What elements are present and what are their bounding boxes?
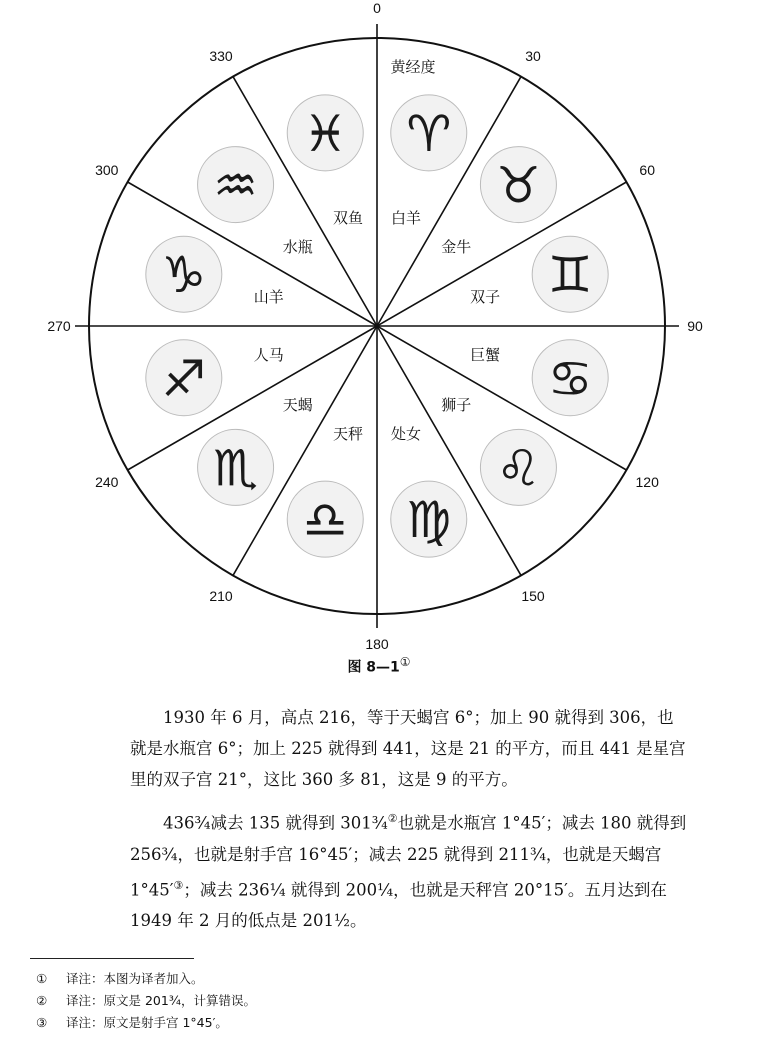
paragraph-1: 1930 年 6 月，高点 216，等于天蝎宫 6°；加上 90 就得到 306，也就是水瓶宫 6°；加上 225 就得到 441，这是 21 的平方，而且 441 是星宫里的双子宫 21°，这比 360 多 81，这是 9 的平方。 xyxy=(130,708,686,789)
figure-caption-label: 图 8—1 xyxy=(347,659,400,676)
footnote-text: 译注：本图为译者加入。 xyxy=(66,971,204,986)
footnote-marker: ② xyxy=(36,993,48,1008)
virgin-icon xyxy=(391,481,467,557)
sign-label: 山羊 xyxy=(253,288,284,307)
sign-label: 天蝎 xyxy=(282,396,313,415)
svg-text:♊: ♊ xyxy=(547,246,593,305)
crab-icon xyxy=(532,340,608,416)
paragraph-2-part-b: 也就是水瓶宫 1°45′；减去 180 就得到 256¾，也就是射手宫 16°45′；减去 225 就得到 211¾，也就是天蝎宫 1°45′ xyxy=(130,813,687,899)
svg-text:♌: ♌ xyxy=(496,439,541,498)
svg-text:♏: ♏ xyxy=(213,439,258,498)
figure-caption xyxy=(0,655,758,677)
sign-label: 双子 xyxy=(470,288,501,307)
footnote-2 xyxy=(36,990,256,1012)
sign-label: 人马 xyxy=(253,345,284,364)
sign-label: 狮子 xyxy=(441,396,472,415)
sign-label: 处女 xyxy=(390,425,421,444)
footnote-ref-3: ③ xyxy=(173,878,184,892)
degree-label: 60 xyxy=(639,162,655,178)
water-bearer-icon xyxy=(198,147,274,223)
degree-label: 210 xyxy=(209,588,233,605)
scorpion-icon xyxy=(198,429,274,505)
sign-label: 白羊 xyxy=(390,208,421,227)
svg-text:♑: ♑ xyxy=(161,246,207,305)
sign-label: 水瓶 xyxy=(282,237,313,256)
degree-label: 150 xyxy=(521,588,545,605)
footnote-text: 译注：原文是 201¾，计算错误。 xyxy=(66,993,256,1008)
paragraph-2-part-a: 436¾减去 135 就得到 301¾ xyxy=(163,813,388,833)
body-text xyxy=(130,702,690,944)
paragraph-2 xyxy=(130,803,690,936)
svg-text:♍: ♍ xyxy=(406,491,452,550)
archer-icon xyxy=(146,340,222,416)
twins-icon xyxy=(532,236,608,312)
sign-label: 天秤 xyxy=(333,425,364,444)
footnote-text: 译注：原文是射手宫 1°45′。 xyxy=(66,1015,228,1030)
degree-label: 120 xyxy=(635,474,659,490)
sign-label: 巨蟹 xyxy=(470,345,501,364)
footnote-ref-2: ② xyxy=(387,812,398,825)
footnote-divider xyxy=(30,958,194,959)
degree-label: 240 xyxy=(95,474,119,490)
footnote-3 xyxy=(36,1012,256,1034)
scales-icon xyxy=(287,481,363,557)
svg-text:♐: ♐ xyxy=(161,349,207,408)
goat-icon xyxy=(146,236,222,312)
sign-label: 双鱼 xyxy=(333,208,364,227)
longitude-header: 黄经度 xyxy=(390,58,436,76)
footnotes xyxy=(36,968,256,1034)
bull-icon xyxy=(480,147,556,223)
svg-text:♉: ♉ xyxy=(496,156,541,215)
svg-text:♎: ♎ xyxy=(302,491,348,550)
lion-icon xyxy=(480,429,556,505)
fish-icon xyxy=(287,95,363,171)
figure-footnote-ref: ① xyxy=(399,655,411,669)
footnote-1 xyxy=(36,968,256,990)
degree-label: 180 xyxy=(365,636,389,650)
degree-label: 330 xyxy=(209,47,233,64)
degree-label: 30 xyxy=(525,47,541,64)
svg-text:♓: ♓ xyxy=(302,104,348,163)
wheel-spokes xyxy=(75,24,679,628)
ram-icon xyxy=(391,95,467,171)
degree-label: 0 xyxy=(373,0,381,16)
sign-label: 金牛 xyxy=(441,237,472,256)
degree-label: 90 xyxy=(687,318,703,334)
svg-text:♈: ♈ xyxy=(406,104,452,163)
paragraph-2-part-c: ；减去 236¼ 就得到 200¼，也就是天秤宫 20°15′。五月达到在 1949 年 2 月的低点是 201½。 xyxy=(130,880,667,930)
degree-label: 270 xyxy=(47,318,71,334)
svg-text:♋: ♋ xyxy=(547,349,593,408)
footnote-marker: ① xyxy=(36,971,48,986)
footnote-marker: ③ xyxy=(36,1015,48,1030)
svg-text:♒: ♒ xyxy=(213,156,258,215)
degree-label: 300 xyxy=(95,162,119,178)
